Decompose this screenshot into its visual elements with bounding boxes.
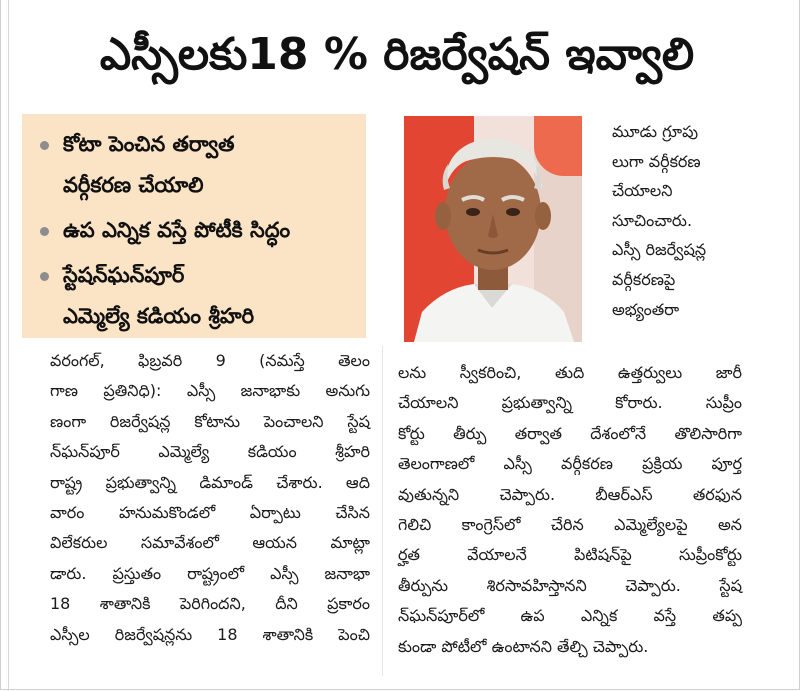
text-line: లను స్వీకరించి, తుది ఉత్తర్వులు జారీ xyxy=(398,363,742,382)
text-line: డారు. ప్రస్తుతం రాష్ట్రంలో ఎస్సీ జనాభా xyxy=(50,563,370,583)
highlight-line: స్టేషన్‌ఘన్‌పూర్ xyxy=(63,263,185,287)
bullet-icon xyxy=(40,227,49,236)
text-line: ఎస్సీ రిజర్వేషన్ల xyxy=(612,240,707,260)
text-line: వర్గీకరణపై xyxy=(612,269,676,289)
text-line: వరంగల్, ఫిబ్రవరి 9 (నమస్తే తెలం xyxy=(50,351,370,370)
text-line: అభ్యంతరా xyxy=(612,299,680,319)
text-line: ఎస్సీల రిజర్వేషన్లను 18 శాతానికి పెంచి xyxy=(50,624,370,644)
text-line: తెలంగాణలో ఎస్సీ వర్గీకరణ ప్రక్రియ పూర్త xyxy=(398,454,742,474)
portrait-figure xyxy=(404,116,582,342)
highlight-item xyxy=(40,255,366,337)
text-line: కోర్టు తీర్పు తర్వాత దేశంలోనే తొలిసారిగా xyxy=(398,423,742,443)
article-left-column xyxy=(50,346,370,650)
highlight-line: వర్గీకరణ చేయాలి xyxy=(63,173,204,197)
text-line: న్‌ఘన్‌పూర్‌లో ఉప ఎన్నిక వస్తే తప్ప xyxy=(398,606,742,626)
text-line: వుతున్నని చెప్పారు. బీఆర్‌ఎస్ తరఫున xyxy=(398,484,742,504)
text-line: లుగా వర్గీకరణ xyxy=(612,151,701,171)
text-line: వారం హనుమకొండలో ఏర్పాటు చేసిన xyxy=(50,503,370,523)
text-line: న్‌ఘన్‌పూర్ ఎమ్మెల్యే కడియం శ్రీహరి xyxy=(50,442,370,462)
text-line: చేయాలని ప్రభుత్వాన్ని కోరారు. సుప్రీం xyxy=(398,393,742,413)
sidebar-text-column xyxy=(612,117,762,324)
highlight-line: ఉప ఎన్నిక వస్తే పోటీకి సిద్ధం xyxy=(63,218,291,242)
article-right-column xyxy=(398,358,742,662)
text-line: విలేకరుల సమావేశంలో ఆయన మాట్లా xyxy=(50,533,370,553)
text-line: ణంగా రిజర్వేషన్ల కోటాను పెంచాలని స్టేష xyxy=(50,411,370,431)
headline: ఎస్సీలకు18 % రిజర్వేషన్ ఇవ్వాలి xyxy=(99,29,695,80)
text-line: ర్హత వేయాలనే పిటిషన్‌పై సుప్రీంకోర్టు xyxy=(398,545,742,565)
text-line: 18 శాతానికి పెరిగిందని, దీని ప్రకారం xyxy=(50,594,370,614)
page-edge-rule xyxy=(8,0,9,691)
text-line: తీర్పును శిరసావహిస్తానని చెప్పారు. స్టేష xyxy=(398,575,742,595)
highlight-item xyxy=(40,210,366,251)
text-line: గాణ ప్రతినిధి): ఎస్సీ జనాభాకు అనుగు xyxy=(50,381,370,401)
text-line: రాష్ట్ర ప్రభుత్వాన్ని డిమాండ్ చేశారు. ఆది xyxy=(50,472,370,492)
bullet-icon xyxy=(40,272,49,281)
highlight-item xyxy=(40,124,366,206)
highlights-box xyxy=(22,114,366,338)
bullet-icon xyxy=(40,141,49,150)
portrait-photo xyxy=(404,116,582,342)
text-line: సూచించారు. xyxy=(612,210,693,230)
highlight-line: కోటా పెంచిన తర్వాత xyxy=(63,132,235,156)
highlight-line: ఎమ్మెల్యే కడియం శ్రీహరి xyxy=(63,304,255,328)
text-line: మూడు గ్రూపు xyxy=(612,122,699,141)
text-line: గెలిచి కాంగ్రెస్‌లో చేరిన ఎమ్మెల్యేలపై అన xyxy=(398,515,742,535)
column-divider xyxy=(382,346,383,676)
text-line: కుండా పోటీలో ఉంటానని తేల్చి చెప్పారు. xyxy=(398,636,649,656)
text-line: చేయాలని xyxy=(612,181,673,201)
